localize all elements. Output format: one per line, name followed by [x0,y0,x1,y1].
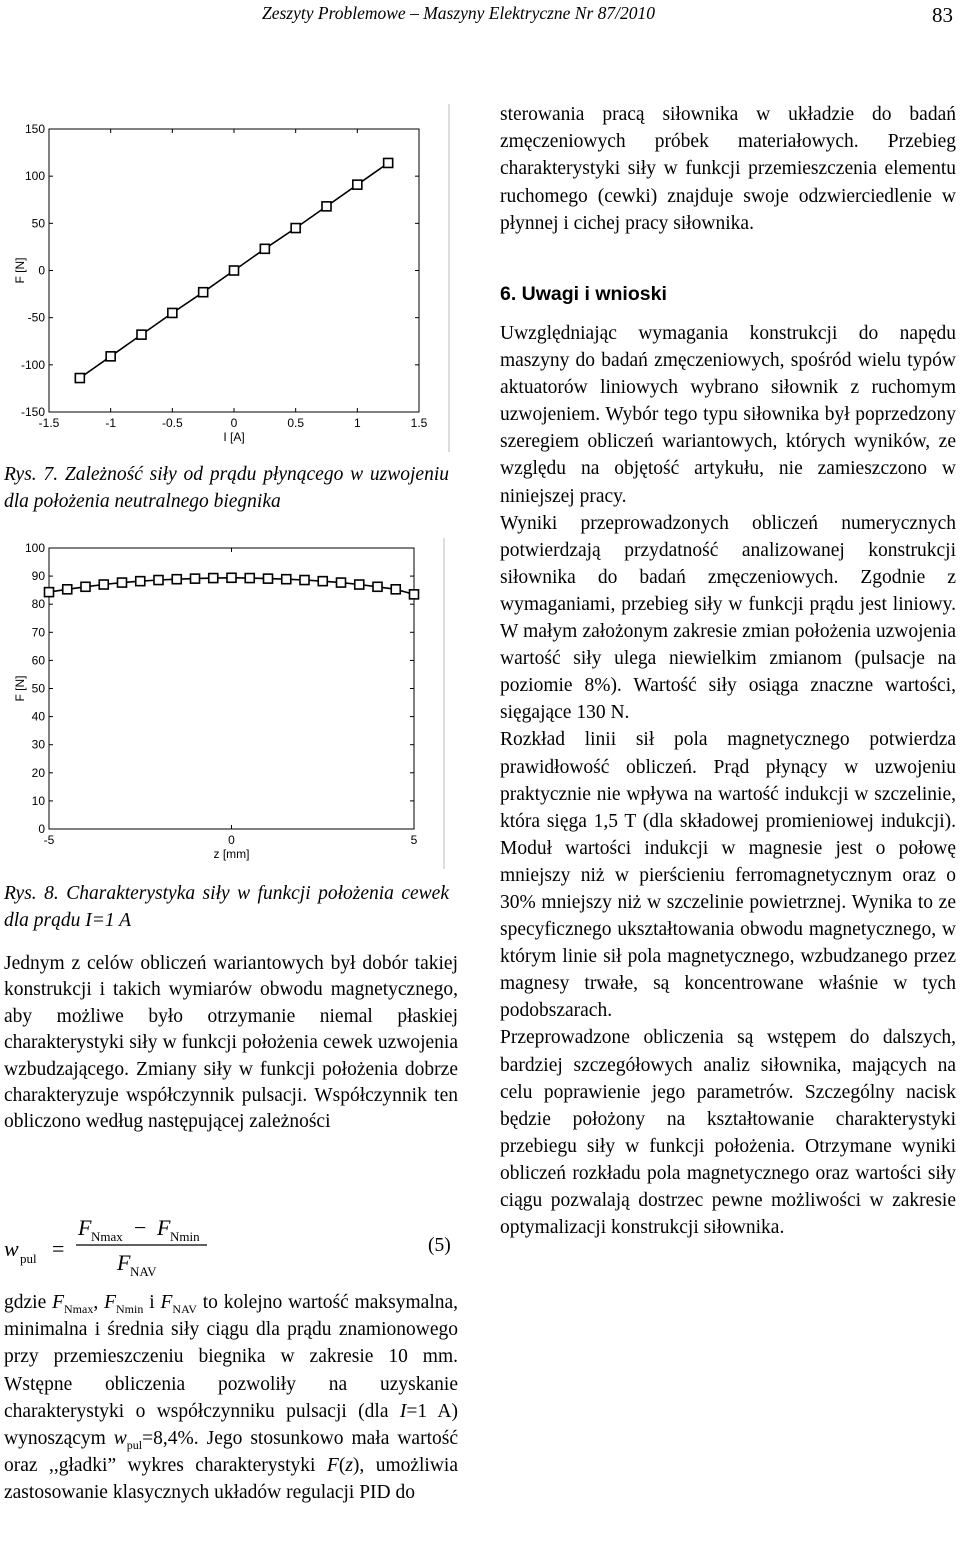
text-run: gdzie [4,1292,53,1313]
data-point [260,244,269,253]
symbol-i: I [399,1400,407,1422]
x-tick-label: 0 [228,833,235,847]
right-column-text [500,101,956,237]
subscript: Nmin [116,1301,144,1316]
figure-7-svg [10,104,460,444]
text-run: ( [338,1455,346,1477]
y-tick-label: 0 [38,822,45,836]
y-tick-label: 20 [31,765,45,780]
formula-num-b: F [157,1215,171,1240]
section-heading: 6. Uwagi i wnioski [500,283,667,305]
data-point [81,582,90,591]
data-point [63,585,72,594]
data-point [337,578,346,587]
data-point [106,352,115,361]
text-run: ), umożliwia zastosowanie klasycznych układów regulacji PID do [4,1455,459,1504]
figure-7-chart [10,104,460,444]
data-point [300,576,309,585]
y-tick-label: 50 [31,216,45,231]
symbol-f: F [326,1455,339,1477]
data-point [45,588,54,597]
journal-title: Zeszyty Problemowe – Maszyny Elektryczne Nr 87/2010 [262,3,656,23]
paragraph: Uwzględniając wymagania konstrukcji do napędu maszyny do badań zmęczeniowych, spośród wielu typów aktuatorów liniowych wybrano siłownik z ruchomym uzwojeniem. Wybór tego typu siłownika był poprzedzony szeregiem obliczeń wariantowych, których wyników, ze względu na objętość artykułu, nie zamieszczono w niniejszej pracy. [500,323,956,507]
paragraph: Przeprowadzone obliczenia są wstępem do dalszych, bardziej szczegółowych analiz siłownika, mających na celu poprawienie jego parametrów. Szczególny nacisk będzie położony na kształtowanie charakterystyki przebiegu siły w funkcji położenia. Otrzymane wyniki obliczeń rozkładu pola magnetycznego oraz wartości siły ciągu pozwalają dostrzec pewne możliwości w zakresie optymalizacji konstrukcji siłownika. [500,1027,956,1239]
x-tick-label: 0.5 [287,416,305,430]
formula-num-b-sub: Nmin [170,1229,200,1244]
symbol-f: F [160,1292,173,1313]
y-tick-label: 100 [24,169,45,184]
formula-minus: − [134,1215,147,1240]
y-tick-label: 60 [31,653,45,668]
data-point [118,578,127,587]
text-run: to kolejno wartość maksymalna, minimalna i średnia siły ciągu dla prądu znamionowego przy przemieszczeniu biegnika w zakresie 10 mm. Wstępne obliczenia pozwoliły na uzyskanie charakterystyki o współczynniku pulsacji (dla [4,1292,459,1422]
subscript: NAV [172,1301,197,1316]
subscript: Nmax [64,1301,94,1316]
paragraph: Rozkład linii sił pola magnetycznego potwierdza prawidłowość obliczeń. Prąd płynący w uzwojeniu praktycznie nie wpływa na wartość indukcji w szczelinie, która sięga 1,5 T (dla składowej promieniowej indukcji). Moduł wartości indukcji w magnesie jest o połowę mniejszy niż w pierścieniu ferromagnetycznym oraz o 30% mniejszy niż w szczelinie powietrznej. Wynika to ze specyficznego ukształtowania obwodu magnetycznego, w którym linie sił pola magnetycznego, wzbudzanego przez magnesy trwałe, są koncentrowane właśnie w tych podobszarach. [500,729,956,1022]
subscript: pul [126,1437,143,1452]
symbol-z: z [345,1455,353,1477]
data-point [209,574,218,583]
x-tick-label: -1 [105,416,117,430]
x-tick-label: 1 [353,416,361,430]
data-point [245,574,254,583]
data-point [384,158,393,167]
data-point [99,580,108,589]
formula-lhs-sub: pul [20,1251,37,1266]
symbol-w: w [113,1428,127,1450]
formula-num-a-sub: Nmax [91,1229,123,1244]
y-tick-label: 100 [24,541,45,555]
x-tick-label: -5 [43,833,55,847]
data-point [172,575,181,584]
right-column-text-2 [500,320,956,1241]
paragraph: sterowania pracą siłownika w układzie do badań zmęczeniowych próbek materiałowych. Przebieg charakterystyki siły w funkcji przemieszczenia elementu ruchomego (cewki) znajduje swoje odzwierciedlenie w płynnej i cichej pracy siłownika. [500,104,956,234]
page-header [0,0,960,40]
data-point [137,330,146,339]
paragraph: Jednym z celów obliczeń wariantowych był dobór takiej konstrukcji i takich wymiarów obwodu magnetycznego, aby możliwe było otrzymanie niemal płaskiej charakterystyki siły w funkcji położenia cewek uzwojenia wzbudzającego. Zmiany siły w funkcji położenia dobrze charakteryzuje współczynnik pulsacji. Współczynnik ten obliczono według następującej zależności [4,953,458,1133]
text-run: =1 A) wynoszącym [4,1400,458,1450]
data-point [282,575,291,584]
y-tick-label: -50 [27,310,45,325]
left-column-text-2 [4,1289,458,1507]
y-tick-label: 80 [31,597,45,612]
data-point [353,180,362,189]
formula-lhs: w [4,1236,19,1261]
symbol-f: F [104,1292,116,1313]
data-point [322,202,331,211]
x-tick-label: -0.5 [161,416,183,430]
figure-7-caption: Rys. 7. Zależność siły od prądu płynącego w uzwojeniu dla położenia neutralnego biegnika [4,464,449,512]
formula-eq: = [52,1236,65,1261]
left-column-text [4,951,458,1136]
equation-5 [4,1207,458,1287]
text-run: i [143,1292,161,1313]
data-point [230,266,239,275]
x-tick-label: 5 [410,833,418,847]
y-tick-label: 70 [31,625,45,640]
y-tick-label: -100 [20,357,45,372]
text-run: , [93,1292,105,1313]
data-point [136,577,145,586]
data-point [291,224,300,233]
x-axis-label: z [mm] [213,847,250,861]
y-tick-label: 10 [31,793,45,808]
y-tick-label: -150 [20,405,45,419]
figure-8-caption: Rys. 8. Charakterystyka siły w funkcji położenia cewek dla prądu I=1 A [4,883,449,931]
data-point [168,308,177,317]
y-tick-label: 40 [31,709,45,724]
y-tick-label: 150 [24,122,45,136]
x-tick-label: -1.5 [38,416,60,430]
formula-den: F [117,1250,131,1275]
data-point [75,374,84,383]
plot-area [49,548,414,829]
symbol-f: F [52,1292,65,1313]
page-number: 83 [932,3,953,27]
data-point [199,288,208,297]
data-point [227,573,236,582]
y-tick-label: 0 [38,263,45,278]
x-tick-label: 0 [230,416,238,430]
formula-num-a: F [78,1215,92,1240]
paragraph: Wyniki przeprowadzonych obliczeń numerycznych potwierdzają przydatność analizowanej konstrukcji siłownika do badań zmęczeniowych. Zgodnie z wymaganiami, przebieg siły w funkcji prądu jest liniowy. W małym założonym zakresie zmian położenia uzwojenia wartość siły ulega niewielkim zmianom (pulsacje na poziomie 8%). Wartość siły osiąga znaczne wartości, sięgające 130 N. [500,512,956,724]
y-axis-label: F [N] [13,675,27,702]
figure-8-chart [10,538,460,868]
data-point [191,574,200,583]
data-point [154,576,163,585]
figure-8-svg [10,538,460,868]
y-tick-label: 50 [31,681,45,696]
data-point [355,580,364,589]
text-run: =8,4%. Jego stosunkowo mała wartość oraz ,,gładki” wykres charakterystyki [4,1428,458,1477]
paragraph [4,1289,458,1507]
y-tick-label: 90 [31,569,45,584]
x-tick-label: 1.5 [410,416,428,430]
data-point [318,577,327,586]
y-tick-label: 30 [31,737,45,752]
x-axis-label: I [A] [223,430,245,444]
y-axis-label: F [N] [13,257,27,284]
equation-number: (5) [428,1235,451,1256]
formula-den-sub: NAV [130,1264,157,1279]
data-point [264,574,273,583]
data-point [391,585,400,594]
data-point [373,582,382,591]
data-point [410,590,419,599]
